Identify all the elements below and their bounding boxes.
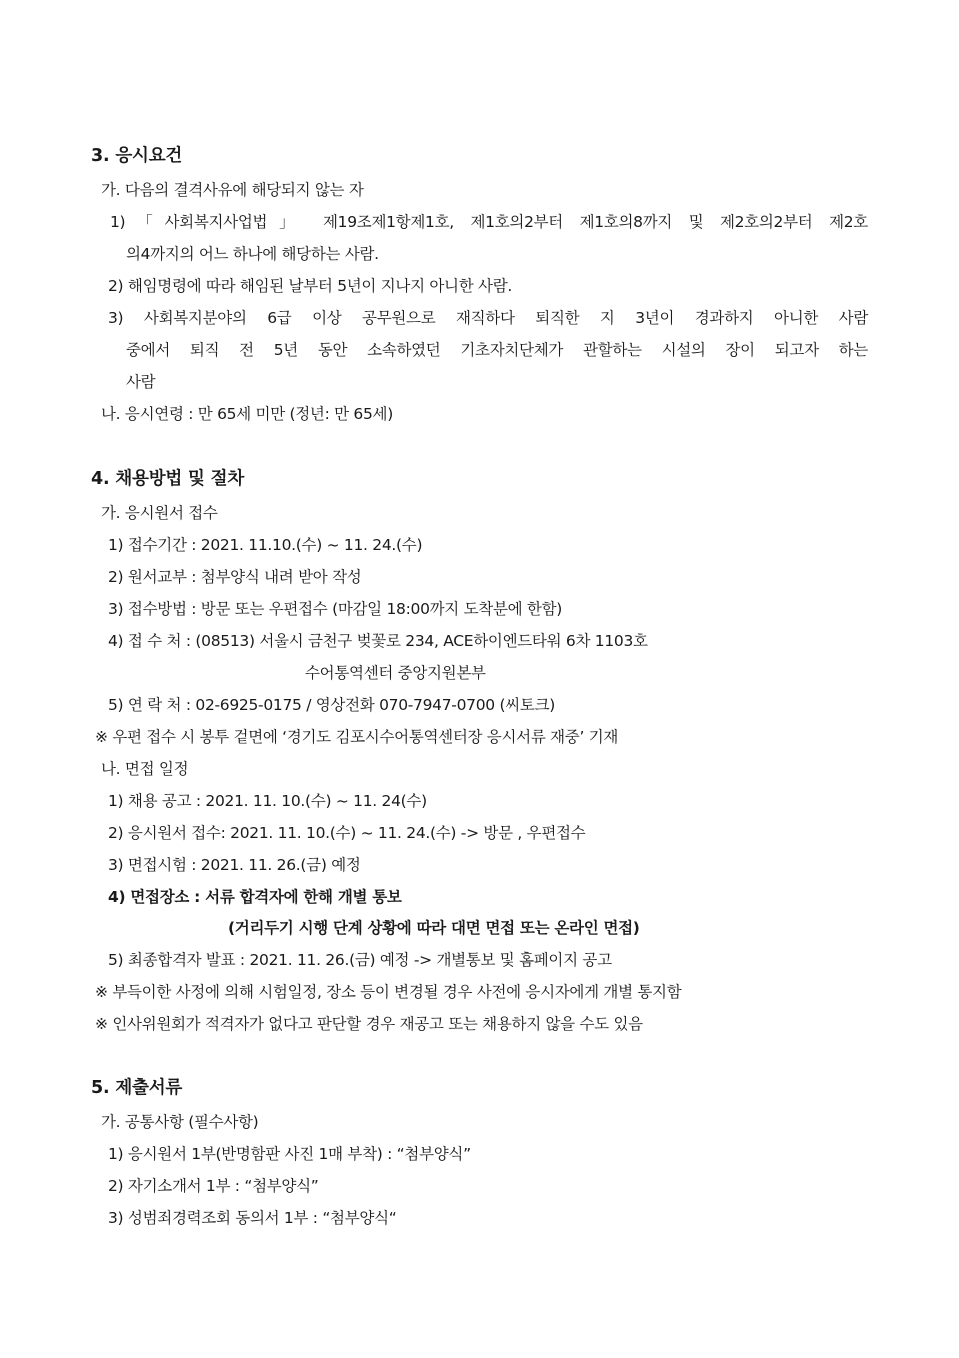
section-4-ga-item-3: 3) 접수방법 : 방문 또는 우편접수 (마감일 18:00까지 도착분에 한함) bbox=[108, 600, 563, 618]
section-5-ga-item-3: 3) 성범죄경력조회 동의서 1부 : “첨부양식“ bbox=[108, 1209, 397, 1227]
section-4-note-1: ※ 부득이한 사정에 의해 시험일정, 장소 등이 변경될 경우 사전에 응시자에게 개별 통지함 bbox=[95, 983, 682, 1001]
section-4-ga-note: ※ 우편 접수 시 봉투 겉면에 ‘경기도 김포시수어통역센터장 응시서류 재중’ 기재 bbox=[95, 728, 619, 746]
section-4-na: 나. 면접 일정 bbox=[101, 760, 189, 778]
section-5-title: 5. 제출서류 bbox=[91, 1078, 183, 1098]
section-3-item-3-line2: 중에서 퇴직 전 5년 동안 소속하였던 기초자치단체가 관할하는 시설의 장이 되고자 하는 bbox=[126, 341, 868, 359]
section-4-ga-item-5: 5) 연 락 처 : 02-6925-0175 / 영상전화 070-7947-0700 (씨토크) bbox=[108, 696, 555, 714]
section-4-note-2: ※ 인사위원회가 적격자가 없다고 판단할 경우 재공고 또는 채용하지 않을 수도 있음 bbox=[95, 1015, 643, 1033]
section-4-na-item-3: 3) 면접시험 : 2021. 11. 26.(금) 예정 bbox=[108, 856, 361, 874]
section-3-item-2: 2) 해임명령에 따라 해임된 날부터 5년이 지나지 아니한 사람. bbox=[108, 277, 512, 295]
section-4-ga: 가. 응시원서 접수 bbox=[101, 504, 218, 522]
section-3-title: 3. 응시요건 bbox=[91, 146, 183, 166]
section-4-na-item-4-cont: (거리두기 시행 단계 상황에 따라 대면 면접 또는 온라인 면접) bbox=[228, 919, 640, 937]
section-3-item-1-line2: 의4까지의 어느 하나에 해당하는 사람. bbox=[126, 245, 379, 263]
section-4-na-item-2: 2) 응시원서 접수: 2021. 11. 10.(수) ~ 11. 24.(수) -> 방문 , 우편접수 bbox=[108, 824, 586, 842]
section-3-item-3-line3: 사람 bbox=[126, 373, 156, 391]
section-5-ga: 가. 공통사항 (필수사항) bbox=[101, 1113, 259, 1131]
section-4-ga-item-4-cont: 수어통역센터 중앙지원본부 bbox=[305, 664, 486, 682]
section-4-na-item-4: 4) 면접장소 : 서류 합격자에 한해 개별 통보 bbox=[108, 888, 402, 906]
section-5-ga-item-1: 1) 응시원서 1부(반명함판 사진 1매 부착) : “첨부양식” bbox=[108, 1145, 471, 1163]
section-4-ga-item-2: 2) 원서교부 : 첨부양식 내려 받아 작성 bbox=[108, 568, 362, 586]
section-5-ga-item-2: 2) 자기소개서 1부 : “첨부양식” bbox=[108, 1177, 319, 1195]
section-4-ga-item-4: 4) 접 수 처 : (08513) 서울시 금천구 벚꽃로 234, ACE하이엔드타워 6차 1103호 bbox=[108, 632, 648, 650]
section-3-ga: 가. 다음의 결격사유에 해당되지 않는 자 bbox=[101, 181, 364, 199]
section-4-na-item-1: 1) 채용 공고 : 2021. 11. 10.(수) ~ 11. 24(수) bbox=[108, 792, 427, 810]
section-3-item-1-line1: 1)「사회복지사업법」 제19조제1항제1호, 제1호의2부터 제1호의8까지 및 제2호의2부터 제2호 bbox=[110, 213, 868, 231]
section-4-na-item-5: 5) 최종합격자 발표 : 2021. 11. 26.(금) 예정 -> 개별통보 및 홈페이지 공고 bbox=[108, 951, 612, 969]
section-4-ga-item-1: 1) 접수기간 : 2021. 11.10.(수) ~ 11. 24.(수) bbox=[108, 536, 423, 554]
section-3-na: 나. 응시연령 : 만 65세 미만 (정년: 만 65세) bbox=[101, 405, 393, 423]
section-3-item-3-line1: 3) 사회복지분야의 6급 이상 공무원으로 재직하다 퇴직한 지 3년이 경과하지 아니한 사람 bbox=[108, 309, 868, 327]
section-4-title: 4. 채용방법 및 절차 bbox=[91, 469, 245, 489]
